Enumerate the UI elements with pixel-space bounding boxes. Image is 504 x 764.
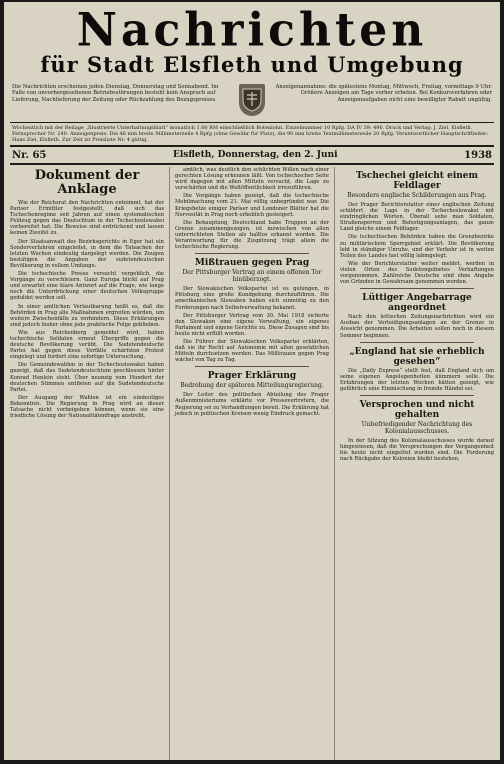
article-headline: „England hat sie erheblich gesehen“: [349, 346, 485, 367]
divider: [195, 253, 309, 254]
article-subheadline: Bedrohung der späteren Mitteilungsregierung.: [180, 382, 324, 390]
article-paragraph: Die Vorgänge haben gezeigt, daß die tschechische Mobilmachung vom 21. Mai völlig unbegründet war. Die Kriegshetze einiger Pariser und Londoner Blätter hat die Nervosität in Prag noch erheblich gesteigert.: [175, 193, 329, 218]
article-paragraph: Der Slowakischen Volkspartei ist es gelungen, in Pittsburg eine große Kundgebung durchzuführen. Die amerikanischen Slowaken haben sich einmütig zu den Forderungen nach Selbstverwaltung bekannt.: [175, 286, 329, 311]
shield-icon: [242, 88, 262, 112]
article-paragraph: Der Leiter des politischen Abteilung des Prager Außenministeriums erklärte vor Pressevertretern, die Regierung sei zu Verhandlungen bereit. Die Erklärung hat jedoch in politischen Kreisen wenig Eindruck gemacht.: [175, 392, 329, 417]
issue-number: Nr. 65: [12, 149, 47, 161]
article-subheadline: Besonders englische Schilderungen aus Prag.: [347, 192, 487, 199]
divider: [10, 163, 494, 165]
divider: [195, 366, 309, 367]
article-paragraph: Die „Daily Express“ stellt fest, daß England sich um seine eigenen Angelegenheiten kümmern solle. Die Erfahrungen der letzten Wochen hätten gezeigt, wie gefährlich eine Einmischung in fremde Händel sei.: [340, 367, 494, 392]
advertising-info: Anzeigenannahme: die spätestens Montag, Mittwoch, Freitag, vormittags 9 Uhr. Größere Anzeigen am Tage vorher erbeten. Bei Konkursverfahren oder Anzeigenaufgaben nicht eine bewilligter Rabatt ungültig.: [275, 84, 492, 103]
masthead-title: Nachrichten: [76, 3, 428, 58]
article-paragraph: Die tschechischen Behörden haben die Grenzbezirke zu militärischem Sperrgebiet erklärt. Die Bevölkerung lebt in ständiger Unruhe, und der Verkehr ist in weiten Teilen des Landes fast völlig lahmgelegt.: [340, 234, 494, 259]
article-subheadline: Der Pittsburger Vertrag an einem offenen Tor hinüberzogt.: [182, 269, 322, 284]
issue-year: 1938: [464, 149, 492, 161]
masthead-subtitle: für Stadt Elsfleth und Umgebung: [40, 52, 464, 77]
article-headline: Versprochen und nicht gehalten: [359, 399, 475, 420]
article-paragraph: Der Prager Berichterstatter einer englischen Zeitung schildert die Lage in der Tschechoslowakei mit eindringlichen Worten. Überall sehe man Soldaten, Straßensperren und Befestigungsanlagen, das ganze Land gleiche einem Feldlager.: [340, 202, 494, 233]
article-paragraph: Wie aus Reichenberg gemeldet wird, haben tschechische Soldaten erneut Übergriffe gegen die deutsche Bevölkerung verübt. Die Sudetendeutsche Partei hat gegen diese Vorfälle schärfsten Protest eingelegt und fordert eine sofortige Untersuchung.: [10, 329, 164, 361]
subscription-notice: Wöchentlich mit der Beilage „Illustrierte Unterhaltungsblatt“ monatlich 1.00 RM einschließlich Botenlohn. Einzelnummer 10 Rpfg. DA IV 39: 496. Druck und Verlag: J. Ziel, Elsfleth. Fernsprecher Nr. 240. Anzeigenpreis: Die 46 mm breite Millimeterzeile 4 Rpfg (ohne Gewähr für Platz), die 90 mm breite Textmillimeterzeile 20 Rpfg. Verantwortlicher Hauptschriftleiter: Hans Ziel, Elsfleth. Zur Zeit ist Preisliste Nr. 4 gültig.: [12, 125, 489, 143]
coat-of-arms-icon: [239, 84, 265, 116]
divider: [10, 145, 494, 147]
article-paragraph: Wie der Berichterstatter weiter meldet, werden in vielen Orten des Sudetengebietes Verhaftungen vorgenommen. Zahlreiche Deutsche sind ohne Angabe von Gründen in Gewahrsam genommen worden.: [340, 260, 494, 286]
issue-dateline: [12, 149, 492, 161]
column-1: [10, 167, 164, 760]
article-headline: Lüttiger Angebarrage angeordnet: [362, 293, 472, 314]
article-headline: Mißtrauen gegen Prag: [194, 258, 310, 269]
divider: [360, 342, 474, 343]
publication-info: Die Nachrichten erscheinen jeden Dienstag, Donnerstag und Sonnabend. Im Falle von unvorhergesehenen Betriebsstörungen besteht kein Anspruch auf Lieferung, Nachlieferung der Zeitung oder Rückzahlung des Bezugspreises.: [12, 84, 219, 103]
divider: [10, 122, 494, 123]
article-columns: [10, 167, 494, 760]
column-2: [169, 167, 329, 760]
article-headline: Prager Erklärung: [207, 371, 297, 382]
article-subheadline: Unbefriedigender Nachrichtung des Kolonialausschusses.: [361, 420, 473, 435]
article-paragraph: In der Sitzung des Kolonialausschusses wurde darauf hingewiesen, daß die Versprechungen der Vergangenheit bis heute nicht eingelöst worden sind. Die Forderung nach Rückgabe der Kolonien bleibt bestehen.: [340, 437, 494, 463]
column-3: [334, 167, 494, 760]
article-paragraph: Der Pittsburger Vertrag vom 30. Mai 1918 sicherte den Slowaken eine eigene Verwaltung, ein eigenes Parlament und eigene Gerichte zu. Diese Zusagen sind bis heute nicht erfüllt worden.: [175, 312, 329, 337]
article-paragraph: Wie der Reichsrat den Nachrichten entnimmt, hat der Pariser Ermittler festgestellt, daß sich das Tschechenregime seit Jahren auf einen systematischen Feldzug gegen das Deutschtum in der Tschechoslowakei vorbereitet hat. Die Beweise sind erdrückend und lassen keinen Zweifel zu.: [10, 200, 164, 237]
article-paragraph: amtlich, was deutlich den schlichten Willen nach einer gerechten Lösung erkennen läßt. Von tschechischer Seite wird dagegen mit allen Mitteln versucht, die Lage zu verschärfen und die Weltöffentlichkeit irrezuführen.: [175, 167, 329, 192]
masthead: [4, 2, 500, 78]
article-paragraph: In einer amtlichen Verlautbarung heißt es, daß die Behörden in Prag alle Maßnahmen ergreifen würden, um weitere Zwischenfälle zu verhindern. Diese Erklärungen sind jedoch bisher ohne jede praktische Folge geblieben.: [10, 303, 164, 328]
article-paragraph: Die Führer der Slowakischen Volkspartei erklärten, daß sie ihr Recht auf Autonomie mit allen gesetzlichen Mitteln durchsetzen werden. Das Mißtrauen gegen Prag wächst von Tag zu Tag.: [175, 338, 329, 364]
article-paragraph: Die tschechische Presse versucht vergeblich, die Vorgänge zu verschleiern. Ganz Europa blickt auf Prag und erwartet eine klare Antwort auf die Frage, wie lange noch die Unterdrückung einer deutschen Volksgruppe geduldet werden soll.: [10, 271, 164, 302]
info-bar: [12, 84, 492, 120]
divider: [360, 288, 474, 289]
article-paragraph: Die Behauptung, Deutschland habe Truppen an der Grenze zusammengezogen, ist inzwischen von allen unterrichteten Stellen als haltlos erkannt worden. Die Verantwortung für die Zuspitzung trägt allein die tschechische Regierung.: [175, 219, 329, 251]
article-paragraph: Nach den lettischen Zeitungsnachrichten wird ein Ausbau der Verteidigungsanlagen an der Grenze in Aussicht genommen. Die Arbeiten sollen noch in diesem Sommer beginnen.: [340, 314, 494, 339]
newspaper-page: [4, 2, 500, 760]
article-paragraph: Der Staatsanwalt des Bezirksgerichts in Eger hat ein Sonderverfahren eingeleitet, in dem die Tatsachen der letzten Wochen eindeutig dargelegt werden. Die Zeugen bestätigen die Angaben der sudetendeutschen Bevölkerung in vollem Umfange.: [10, 238, 164, 269]
divider: [360, 395, 474, 396]
article-headline: Dokument der Anklage: [34, 168, 140, 197]
article-paragraph: Der Ausgang der Wahlen ist ein eindeutiges Bekenntnis. Die Regierung in Prag wird an dieser Tatsache nicht vorbeigehen können, wenn sie eine friedliche Lösung der Nationalitätenfrage anstrebt.: [10, 394, 164, 420]
article-headline: Tschechei gleicht einem Feldlager: [355, 171, 479, 191]
issue-date: Elsfleth, Donnerstag, den 2. Juni: [172, 150, 338, 160]
article-paragraph: Die Gemeindewahlen in der Tschechoslowakei haben gezeigt, daß das Sudetendeutschtum geschlossen hinter Konrad Henlein steht. Über neunzig vom Hundert der deutschen Stimmen entfielen auf die Sudetendeutsche Partei.: [10, 362, 164, 393]
